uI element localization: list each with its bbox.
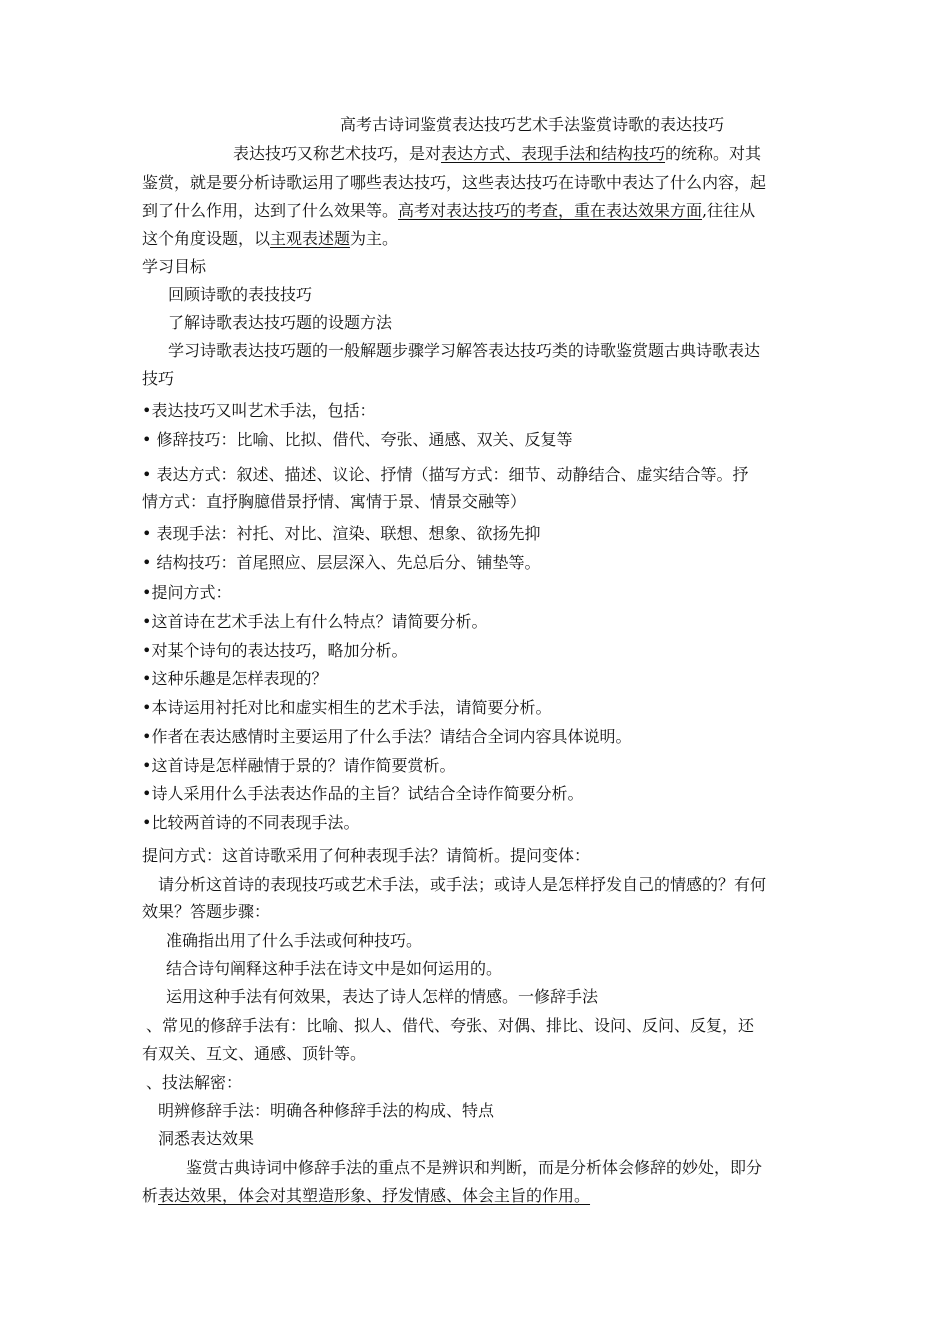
goal-item-continued: 技巧: [142, 369, 175, 388]
intro-underlined-text: 主观表述题: [270, 229, 351, 248]
intro-line-1: [233, 143, 761, 165]
intro-text: ,往往从: [702, 201, 756, 220]
final-underlined-text: 表达效果，体会对其塑造形象、抒发情感、体会主旨的作用。: [158, 1186, 591, 1205]
intro-text: 到了什么作用，达到了什么效果等。: [142, 201, 399, 220]
answer-step: 运用这种手法有何效果，表达了诗人怎样的情感。一修辞手法: [166, 987, 599, 1006]
method-line: 请分析这首诗的表现技巧或艺术手法，或手法；或诗人是怎样抒发自己的情感的？有何: [158, 875, 767, 894]
final-text: 析: [142, 1186, 159, 1205]
techniques-intro: •表达技巧又叫艺术手法，包括：: [142, 401, 376, 420]
intro-text: 这个角度设题，以: [142, 229, 271, 248]
final-paragraph-line: [142, 1185, 590, 1207]
question-item: •比较两首诗的不同表现手法。: [142, 813, 360, 832]
question-item: •这种乐趣是怎样表现的？: [142, 669, 328, 688]
question-item: •诗人采用什么手法表达作品的主旨？试结合全诗作简要分析。: [142, 784, 584, 803]
answer-step: 准确指出用了什么手法或何种技巧。: [166, 931, 423, 950]
intro-underlined-text: 表达方式、表现手法和结构技巧: [441, 144, 666, 163]
method-line: 提问方式：这首诗歌采用了何种表现手法？请简析。提问变体：: [142, 846, 591, 865]
document-title: 高考古诗词鉴赏表达技巧艺术手法鉴赏诗歌的表达技巧: [340, 115, 725, 134]
method-line: 效果？答题步骤：: [142, 902, 271, 921]
technique-item: • 表现手法：衬托、对比、渲染、联想、想象、欲扬先抑: [142, 524, 541, 543]
intro-text: 的统称。对其: [665, 144, 762, 163]
technique-decode-item: 明辨修辞手法：明确各种修辞手法的构成、特点: [158, 1101, 495, 1120]
technique-item: • 结构技巧：首尾照应、层层深入、先总后分、铺垫等。: [142, 553, 541, 572]
intro-line-3: [142, 200, 755, 222]
question-item: •对某个诗句的表达技巧，略加分析。: [142, 641, 408, 660]
goal-item: 了解诗歌表达技巧题的设题方法: [168, 313, 393, 332]
technique-decode-item: 洞悉表达效果: [158, 1129, 255, 1148]
intro-line-4: [142, 228, 398, 250]
intro-text: 表达技巧又称艺术技巧，是对: [233, 144, 442, 163]
goal-item: 学习诗歌表达技巧题的一般解题步骤学习解答表达技巧类的诗歌鉴赏题古典诗歌表达: [168, 341, 761, 360]
goal-item: 回顾诗歌的表技技巧: [168, 285, 313, 304]
questions-heading: •提问方式：: [142, 583, 232, 602]
technique-decode-heading: 、技法解密：: [146, 1073, 243, 1092]
rhetoric-line: 、常见的修辞手法有：比喻、拟人、借代、夸张、对偶、排比、设问、反问、反复，还: [146, 1016, 755, 1035]
technique-item-continued: 情方式：直抒胸臆借景抒情、寓情于景、情景交融等）: [142, 492, 527, 511]
technique-item: • 修辞技巧：比喻、比拟、借代、夸张、通感、双关、反复等: [142, 430, 573, 449]
intro-underlined-text: 高考对表达技巧的考查，重在表达效果方面: [398, 201, 703, 220]
intro-line-2: 鉴赏，就是要分析诗歌运用了哪些表达技巧，这些表达技巧在诗歌中表达了什么内容，起: [142, 173, 767, 192]
answer-step: 结合诗句阐释这种手法在诗文中是如何运用的。: [166, 959, 503, 978]
technique-item: • 表达方式：叙述、描述、议论、抒情（描写方式：细节、动静结合、虚实结合等。抒: [142, 465, 749, 484]
intro-text: 为主。: [350, 229, 399, 248]
question-item: •这首诗是怎样融情于景的？请作简要赏析。: [142, 756, 456, 775]
question-item: •本诗运用衬托对比和虚实相生的艺术手法，请简要分析。: [142, 698, 552, 717]
goals-heading: 学习目标: [142, 257, 207, 276]
final-paragraph-line: 鉴赏古典诗词中修辞手法的重点不是辨识和判断，而是分析体会修辞的妙处，即分: [186, 1158, 763, 1177]
rhetoric-line: 有双关、互文、通感、顶针等。: [142, 1044, 367, 1063]
question-item: •这首诗在艺术手法上有什么特点？请简要分析。: [142, 612, 488, 631]
question-item: •作者在表达感情时主要运用了什么手法？请结合全词内容具体说明。: [142, 727, 632, 746]
